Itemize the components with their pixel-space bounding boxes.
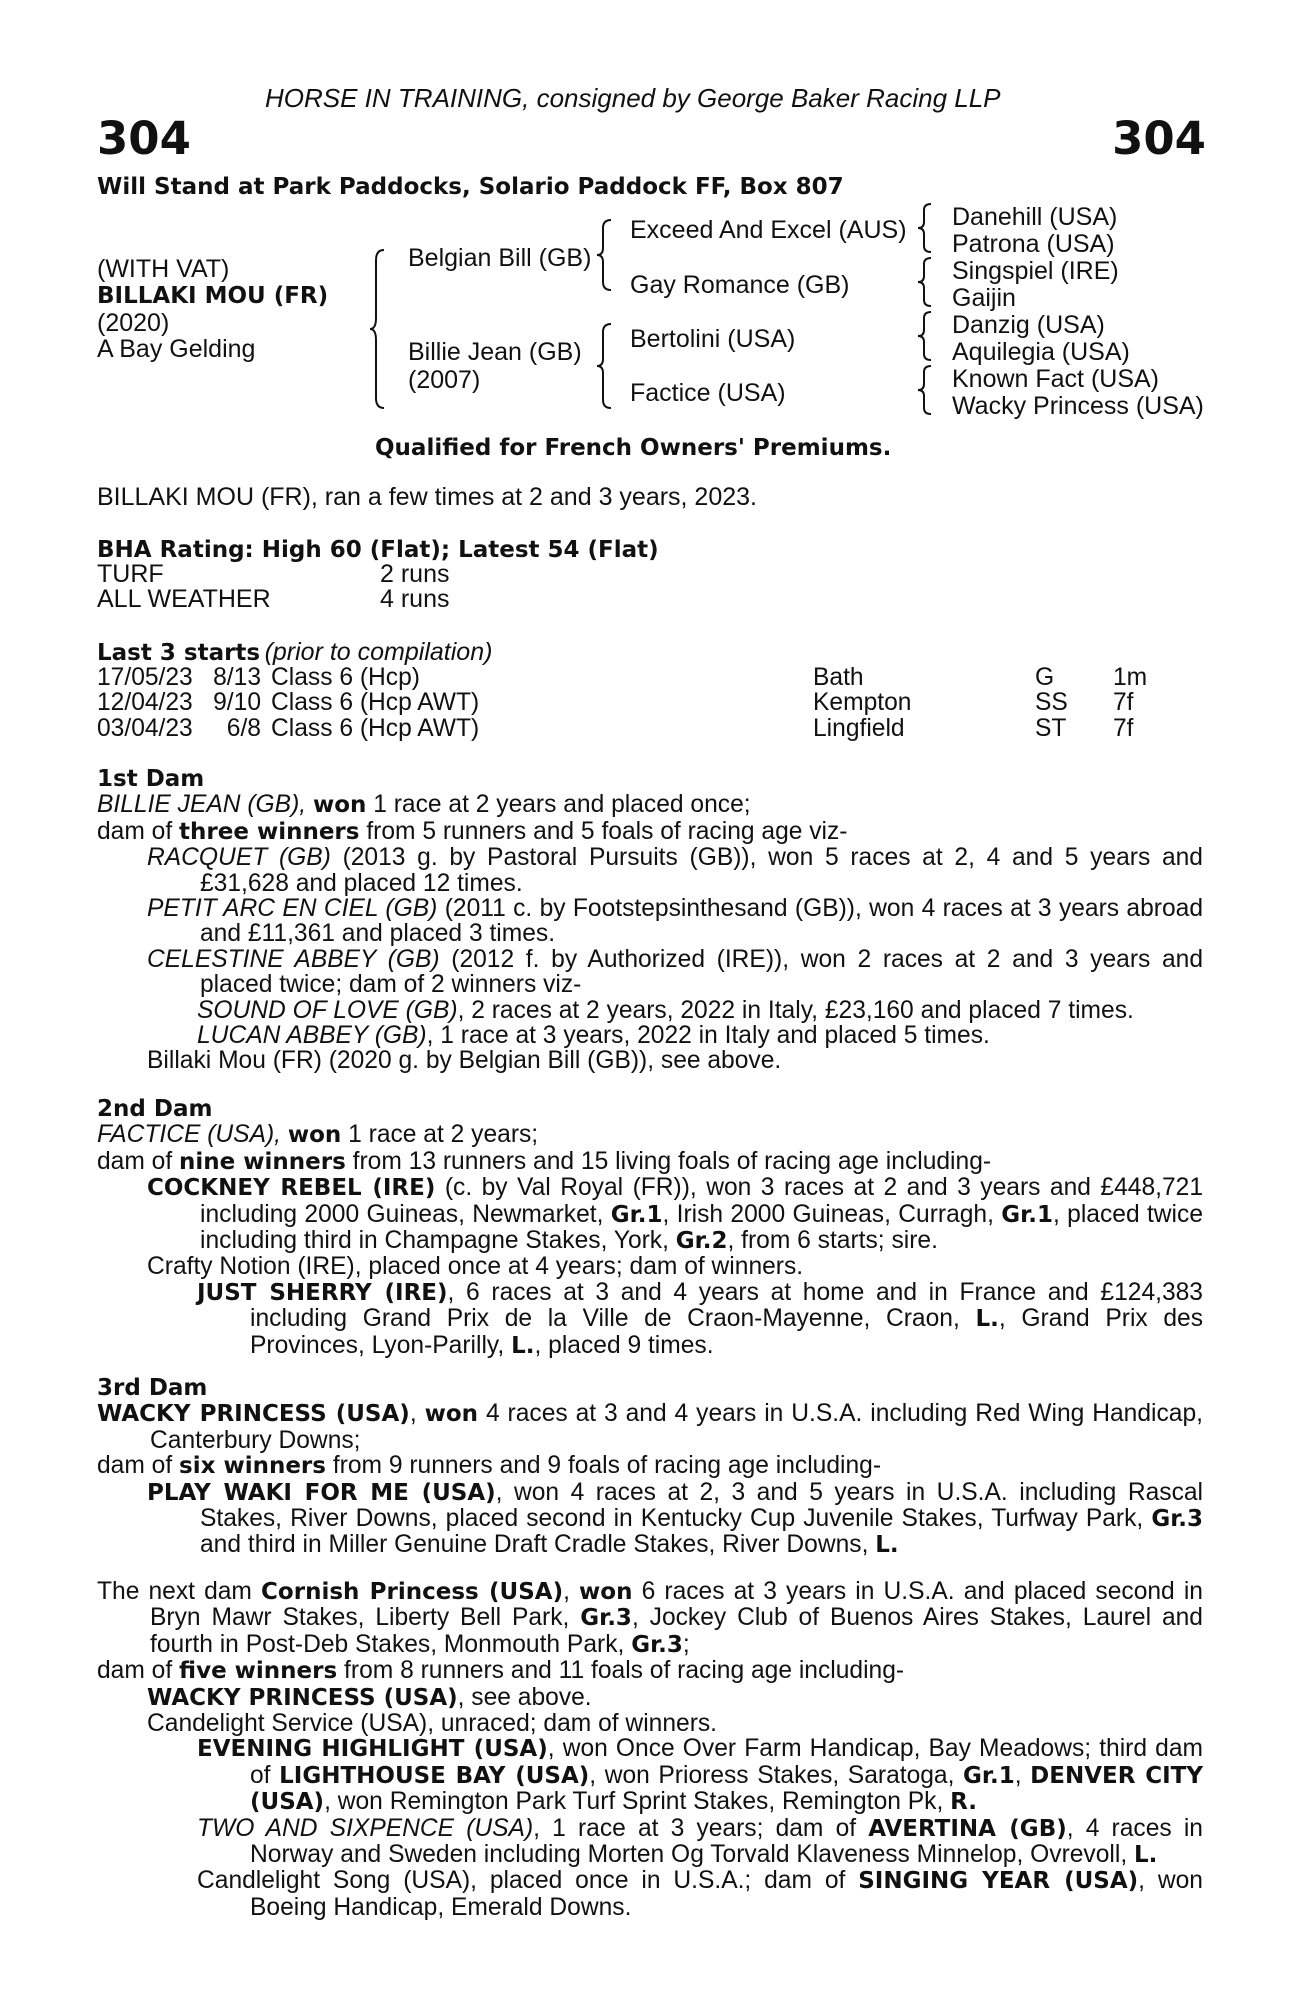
list-item: Billaki Mou (FR) (2020 g. by Belgian Bill (GB)), see above. [147, 1047, 782, 1075]
pedigree-sire-sire: Exceed And Excel (AUS) [630, 216, 907, 244]
qualified-note: Qualified for French Owners' Premiums. [375, 435, 892, 461]
start-position: 9/10 [213, 689, 261, 717]
pedigree-dds: Known Fact (USA) [952, 365, 1160, 393]
pedigree-ddd: Wacky Princess (USA) [952, 392, 1204, 420]
rating-runs-turf: 2 runs [380, 560, 450, 588]
last-starts-table [97, 665, 1147, 741]
horse-year: (2020) [97, 309, 170, 337]
horse-name: BILLAKI MOU (FR) [97, 283, 329, 309]
start-going: G [1035, 664, 1055, 691]
first-dam-section [97, 767, 1203, 1074]
start-class: Class 6 (Hcp AWT) [271, 714, 480, 742]
start-date: 03/04/23 [97, 714, 193, 742]
pedigree-sss: Danehill (USA) [952, 203, 1118, 231]
list-item: Candelight Service (USA), unraced; dam of winners. [147, 1710, 718, 1738]
race-summary: BILLAKI MOU (FR), ran a few times at 2 and 3 years, 2023. [97, 483, 757, 511]
horse-description: A Bay Gelding [97, 335, 256, 363]
lot-number-right: 304 [1112, 112, 1206, 165]
start-distance: 7f [1113, 689, 1134, 717]
start-distance: 7f [1113, 714, 1134, 742]
vat-note: (WITH VAT) [97, 255, 230, 283]
start-distance: 1m [1113, 664, 1148, 691]
lot-number-left: 304 [97, 112, 191, 165]
first-dam-line: BILLIE JEAN (GB), won 1 race at 2 years and placed once; [97, 791, 751, 819]
pedigree-dam-sire: Bertolini (USA) [630, 325, 796, 353]
fourth-dam-produce-line: dam of five winners from 8 runners and 11 foals of racing age including- [97, 1657, 905, 1685]
second-dam-section [97, 1097, 1203, 1359]
third-dam-heading: 3rd Dam [97, 1375, 208, 1401]
list-item: Crafty Notion (IRE), placed once at 4 years; dam of winners. [147, 1253, 804, 1281]
start-position: 6/8 [226, 714, 261, 742]
start-course: Lingfield [813, 714, 905, 742]
pedigree-brace-sd [918, 256, 934, 308]
first-dam-produce-line: dam of three winners from 5 runners and 5 foals of racing age viz- [97, 817, 848, 845]
table-row [97, 665, 1147, 690]
start-going: ST [1035, 714, 1067, 742]
pedigree-brace-ss [918, 202, 934, 254]
list-item: PLAY WAKI FOR ME (USA), won 4 races at 2, 3 and 5 years in U.S.A. including Rascal Stakes, River Downs, placed second in Kentucky Cup Juvenile Stakes, Turfway Park, Gr.3 and third in Miller Genuine Draft Cradle Stakes, River Downs, L. [147, 1478, 1204, 1559]
table-row [97, 690, 1147, 715]
last-starts-note: (prior to compilation) [264, 638, 493, 666]
pedigree-dsd: Aquilegia (USA) [952, 338, 1130, 366]
second-dam-line: FACTICE (USA), won 1 race at 2 years; [97, 1121, 539, 1149]
table-row [97, 716, 1147, 741]
start-class: Class 6 (Hcp) [271, 664, 420, 691]
start-date: 12/04/23 [97, 689, 193, 717]
stand-location: Will Stand at Park Paddocks, Solario Paddock FF, Box 807 [97, 174, 844, 200]
list-item: SOUND OF LOVE (GB), 2 races at 2 years, 2022 in Italy, £23,160 and placed 7 times. [197, 996, 1134, 1024]
pedigree-main-brace [370, 248, 390, 410]
pedigree-dss: Danzig (USA) [952, 311, 1105, 339]
last-starts-title: Last 3 starts [97, 640, 261, 666]
list-item: COCKNEY REBEL (IRE) (c. by Val Royal (FR)), won 3 races at 2 and 3 years and £448,721 including 2000 Guineas, Newmarket, Gr.1, Irish 2000 Guineas, Curragh, Gr.1, placed twice including third in Champagne Stakes, York, Gr.2, from 6 starts; sire. [147, 1174, 1203, 1255]
fourth-dam-line: The next dam Cornish Princess (USA), won 6 races at 3 years in U.S.A. and placed second in Bryn Mawr Stakes, Liberty Bell Park, Gr.3, Jockey Club of Buenos Aires Stakes, Laurel and fourth in Post-Deb Stakes, Monmouth Park, Gr.3; [97, 1578, 1203, 1658]
list-item: JUST SHERRY (IRE), 6 races at 3 and 4 years at home and in France and £124,383 including Grand Prix de la Ville de Craon-Mayenne, Craon, L., Grand Prix des Provinces, Lyon-Parilly, L., placed 9 times. [197, 1278, 1203, 1359]
list-item: Candlelight Song (USA), placed once in U.S.A.; dam of SINGING YEAR (USA), won Boeing Handicap, Emerald Downs. [197, 1867, 1203, 1921]
list-item: RACQUET (GB) (2013 g. by Pastoral Pursuits (GB)), won 5 races at 2, 4 and 5 years and £31,628 and placed 12 times. [147, 844, 1203, 897]
rating-surface-turf: TURF [97, 560, 164, 588]
bha-rating: BHA Rating: High 60 (Flat); Latest 54 (Flat) [97, 537, 659, 563]
start-position: 8/13 [213, 664, 261, 691]
page-header: HORSE IN TRAINING, consigned by George Baker Racing LLP [265, 83, 1001, 113]
first-dam-heading: 1st Dam [97, 766, 205, 792]
pedigree-sire: Belgian Bill (GB) [408, 244, 592, 272]
third-dam-produce-line: dam of six winners from 9 runners and 9 foals of racing age including- [97, 1452, 882, 1480]
pedigree-sdd: Gaijin [952, 284, 1016, 312]
second-dam-heading: 2nd Dam [97, 1096, 213, 1122]
pedigree-dam-dam: Factice (USA) [630, 379, 786, 407]
third-dam-line: WACKY PRINCESS (USA), won 4 races at 3 and 4 years in U.S.A. including Red Wing Handicap, Canterbury Downs; [97, 1400, 1203, 1454]
start-course: Kempton [813, 689, 912, 717]
pedigree-ssd: Patrona (USA) [952, 230, 1115, 258]
pedigree-sire-dam: Gay Romance (GB) [630, 271, 850, 299]
pedigree-dam: Billie Jean (GB) [408, 338, 582, 366]
start-going: SS [1035, 689, 1068, 717]
last-starts-heading [97, 640, 492, 666]
pedigree-brace-ds [918, 310, 934, 362]
start-class: Class 6 (Hcp AWT) [271, 689, 480, 717]
third-dam-section [97, 1376, 1203, 1559]
list-item: WACKY PRINCESS (USA), see above. [147, 1683, 592, 1711]
pedigree-dam-year: (2007) [408, 366, 481, 394]
second-dam-produce-line: dam of nine winners from 13 runners and 15 living foals of racing age including- [97, 1147, 992, 1175]
pedigree-sire-brace [597, 218, 615, 292]
start-date: 17/05/23 [97, 664, 193, 691]
list-item: LUCAN ABBEY (GB), 1 race at 3 years, 2022 in Italy and placed 5 times. [197, 1022, 990, 1050]
start-course: Bath [813, 664, 864, 691]
fourth-dam-section [97, 1579, 1203, 1920]
pedigree-brace-dd [918, 364, 934, 416]
list-item: PETIT ARC EN CIEL (GB) (2011 c. by Footstepsinthesand (GB)), won 4 races at 3 years abroad and £11,361 and placed 3 times. [147, 895, 1203, 948]
rating-surface-aw: ALL WEATHER [97, 585, 271, 613]
pedigree-sds: Singspiel (IRE) [952, 257, 1119, 285]
list-item: TWO AND SIXPENCE (USA), 1 race at 3 years; dam of AVERTINA (GB), 4 races in Norway and Sweden including Morten Og Torvald Klaveness Minnelop, Ovrevoll, L. [197, 1814, 1203, 1869]
rating-runs-aw: 4 runs [380, 585, 450, 613]
list-item: CELESTINE ABBEY (GB) (2012 f. by Authorized (IRE)), won 2 races at 2 and 3 years and placed twice; dam of 2 winners viz- [147, 945, 1203, 999]
list-item: EVENING HIGHLIGHT (USA), won Once Over Farm Handicap, Bay Meadows; third dam of LIGHTHOUSE BAY (USA), won Prioress Stakes, Saratoga, Gr.1, DENVER CITY (USA), won Remington Park Turf Sprint Stakes, Remington Pk, R. [197, 1735, 1204, 1816]
pedigree-dam-brace [597, 322, 615, 410]
